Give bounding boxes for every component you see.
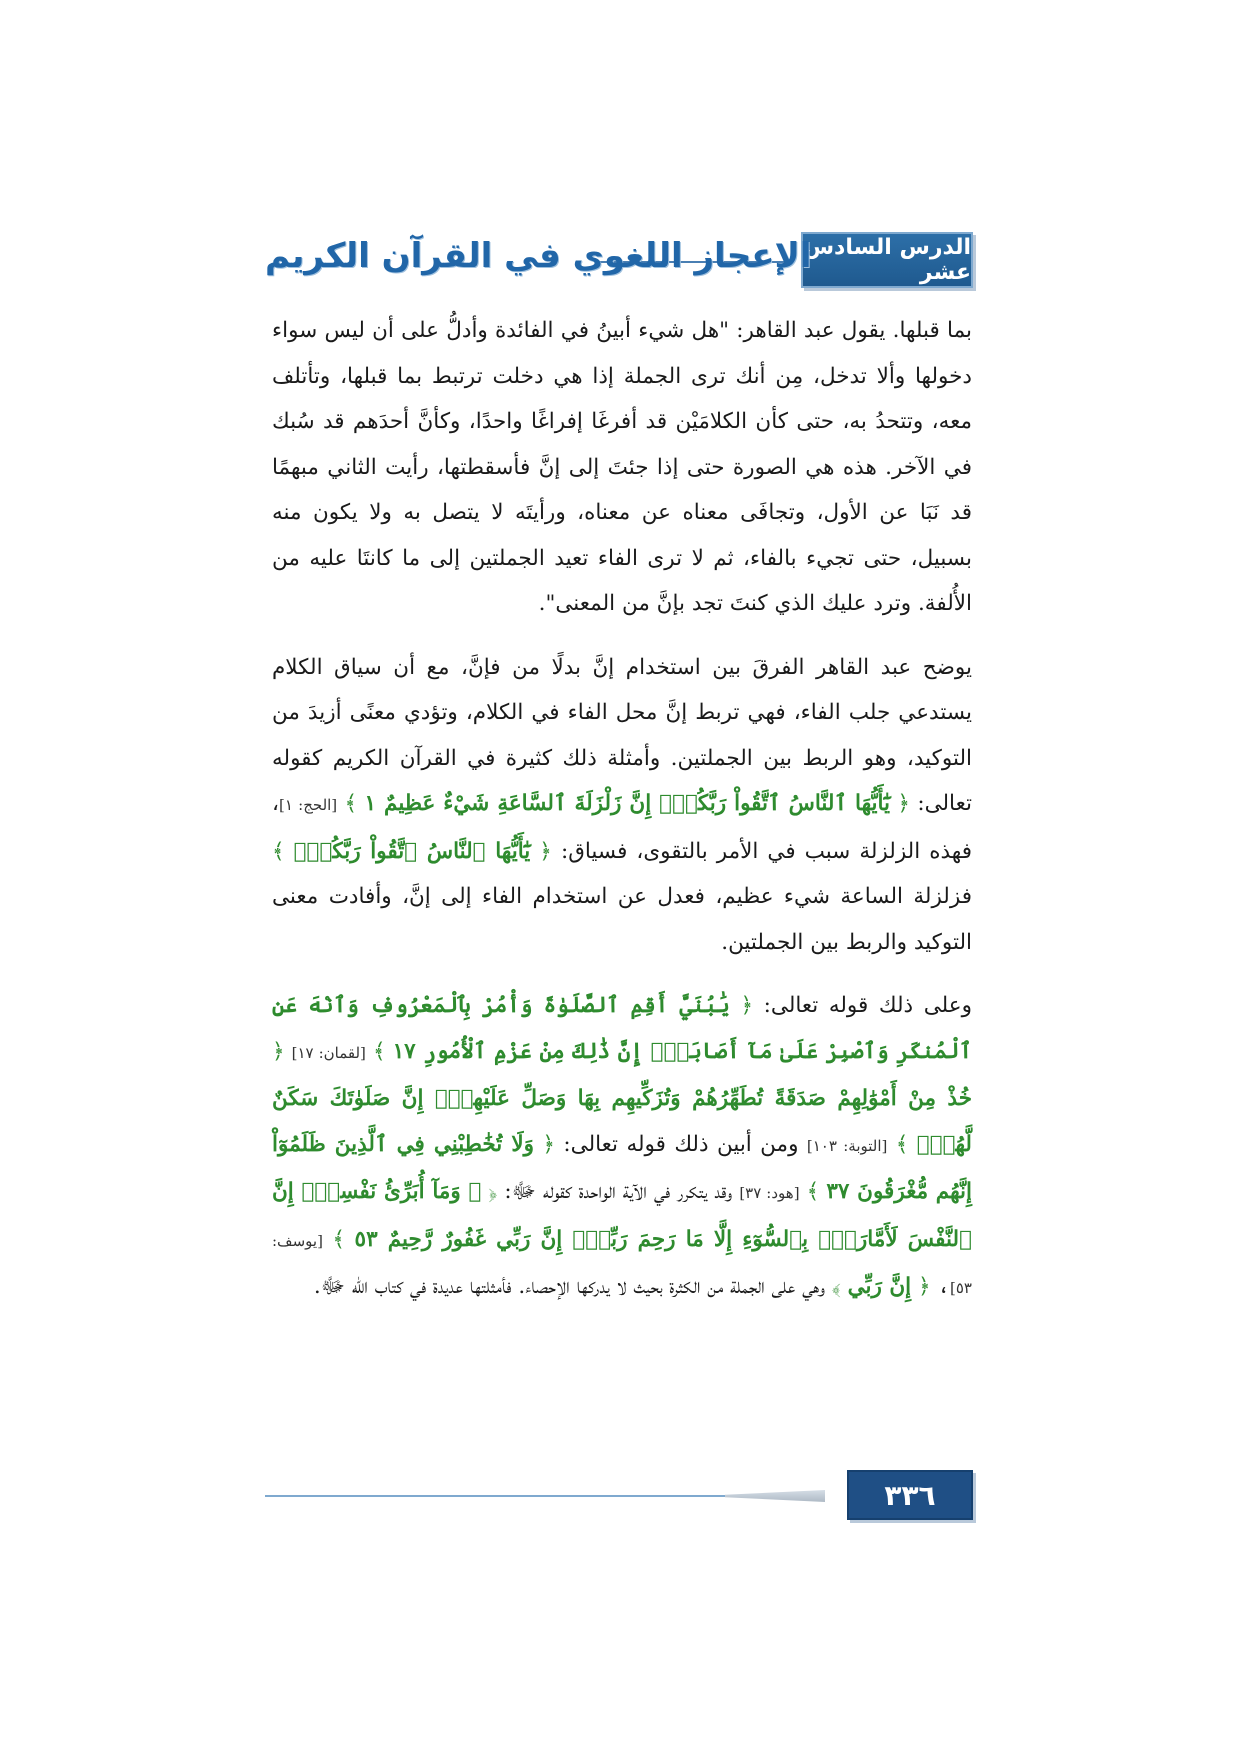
ornate-bracket-close: ﴾ — [344, 791, 358, 816]
paragraph-text: وقد يتكرر في الآية الواحدة كقوله ﷻ: — [504, 1179, 733, 1204]
ornate-bracket-close: ﴾ — [372, 1038, 386, 1064]
ornate-bracket-close: ﴾ — [895, 1131, 909, 1157]
ornate-bracket-close: ﴾ — [831, 1274, 841, 1299]
paragraph-text: ، فهذه الزلزلة سبب في الأمر بالتقوى، فسياق: — [272, 791, 972, 864]
quran-verse: وَلَا تُخَٰطِبْنِي فِي ٱلَّذِينَ ظَلَمُوٓاْ إِنَّهُم مُّغْرَقُونَ ٣٧ — [272, 1131, 972, 1204]
verse-reference: [يوسف: ٥٣] — [272, 1231, 972, 1297]
quran-verse: خُذْ مِنْ أَمْوَٰلِهِمْ صَدَقَةً تُطَهِّرُهُمْ وَتُزَكِّيهِم بِهَا وَصَلِّ عَلَيْهِمْۖ إِنَّ صَلَوٰتَكَ سَكَنٌ لَّهُمْۗ — [272, 1086, 972, 1157]
lesson-badge — [801, 232, 973, 288]
paragraph-2 — [272, 645, 972, 966]
ornate-bracket-open: ﴿ — [539, 838, 552, 864]
paragraph-text: يوضح عبد القاهر الفرقَ بين استخدام إنَّ بدلًا من فإنَّ، مع أن سياق الكلام يستدعي جلب الفاء، فهي تربط إنَّ محل الفاء في الكلام، وتؤدي معنًى أزيدَ من التوكيد، وهو الربط بين الجملتين. وأمثلة ذلك كثيرة في القرآن الكريم كقوله تعالى: — [272, 654, 972, 816]
paragraph-text: وهي على الجملة من الكثرة بحيث لا يدركها الإحصاء. فأمثلتها عديدة في كتاب الله ﷻ. — [313, 1274, 826, 1299]
ornate-bracket-close: ﴾ — [272, 838, 285, 864]
page-number-badge — [847, 1470, 973, 1520]
ornate-bracket-open: ﴿ — [542, 1131, 556, 1157]
book-title: الإعجاز اللغوي في القرآن الكريم — [265, 236, 812, 276]
quran-verse: إِنَّ رَبِّي — [847, 1274, 912, 1299]
quran-verse: ۞ وَمَآ أُبَرِّئُ نَفْسِيٓۚ إِنَّ ٱلنَّفْسَ لَأَمَّارَةُۢ بِٱلسُّوٓءِ إِلَّا مَا رَحِمَ رَبِّيٓۚ إِنَّ رَبِّي غَفُورٌ رَّحِيمٌ ٥٣ — [272, 1179, 972, 1252]
ornate-bracket-open: ﴿ — [917, 1274, 931, 1299]
page-body — [272, 308, 972, 1330]
ornate-bracket-open: ﴿ — [272, 1038, 285, 1064]
verse-reference: [الحج: ١] — [278, 796, 338, 814]
page-footer — [265, 1470, 973, 1522]
ornate-bracket-close: ﴾ — [332, 1226, 346, 1252]
verse-reference: [التوبة: ١٠٣] — [806, 1136, 888, 1155]
lesson-label: الدرس السادس عشر — [803, 235, 971, 285]
page-header — [265, 230, 973, 292]
quran-verse: يَٰٓأَيُّهَا ٱلنَّاسُ ٱتَّقُواْ رَبَّكُمْۚ — [293, 838, 531, 864]
paragraph-1 — [272, 308, 972, 627]
paragraph-text: ومن أبين ذلك قوله تعالى: — [563, 1131, 799, 1157]
paragraph-text: وعلى ذلك قوله تعالى: — [763, 993, 972, 1018]
ornate-bracket-open: ﴿ — [740, 993, 754, 1018]
paragraph-text: بما قبلها. يقول عبد القاهر: "هل شيء أبينُ في الفائدة وأدلُّ على أن ليس سواء دخولها وألا تدخل، مِن أنك ترى الجملة إذا هي دخلت ترتبط بما قبلها، وتأتلف معه، وتتحدُ به، حتى كأن الكلامَيْن قد أفرغَا إفراغًا واحدًا، وكأنَّ أحدَهم قد سُبك في الآخر. هذه هي الصورة حتى إذا جئتَ إلى إنَّ فأسقطتها، رأيت الثاني مبهمًا قد نَبَا عن الأول، وتجافَى معناه عن معناه، ورأيتَه لا يتصل به ولا يكون منه بسبيل، حتى تجيء بالفاء، ثم لا ترى الفاء تعيد الجملتين إلى ما كانتَا عليه من الأُلفة. وترد عليك الذي كنتَ تجد بإنَّ من المعنى". — [272, 318, 972, 616]
ornate-bracket-open: ﴿ — [488, 1179, 498, 1204]
verse-reference: [هود: ٣٧] — [739, 1184, 800, 1202]
ornate-bracket-open: ﴿ — [897, 791, 910, 816]
quran-verse: يَٰبُنَيَّ أَقِمِ ٱلصَّلَوٰةَ وَأْمُرْ بِٱلْمَعْرُوفِ وَٱنْهَ عَنِ ٱلْمُنكَرِ وَٱصْبِرْ عَلَىٰ مَآ أَصَابَكَۖ إِنَّ ذَٰلِكَ مِنْ عَزْمِ ٱلْأُمُورِ ١٧ — [272, 993, 973, 1064]
verse-reference: [لقمان: ١٧] — [291, 1043, 366, 1062]
ornate-bracket-close: ﴾ — [806, 1179, 820, 1204]
page-number: ٣٣٦ — [884, 1478, 936, 1512]
paragraph-3 — [272, 983, 972, 1312]
separator: ، — [937, 1274, 951, 1299]
footer-divider-taper — [725, 1490, 825, 1502]
quran-verse: يَٰٓأَيُّهَا ٱلنَّاسُ ٱتَّقُواْ رَبَّكُمْۚ إِنَّ زَلْزَلَةَ ٱلسَّاعَةِ شَيْءٌ عَظِيمٌ ١ — [364, 791, 891, 816]
paragraph-text: فزلزلة الساعة شيء عظيم، فعدل عن استخدام الفاء إلى إنَّ، وأفادت معنى التوكيد والربط بين الجملتين. — [272, 884, 972, 955]
